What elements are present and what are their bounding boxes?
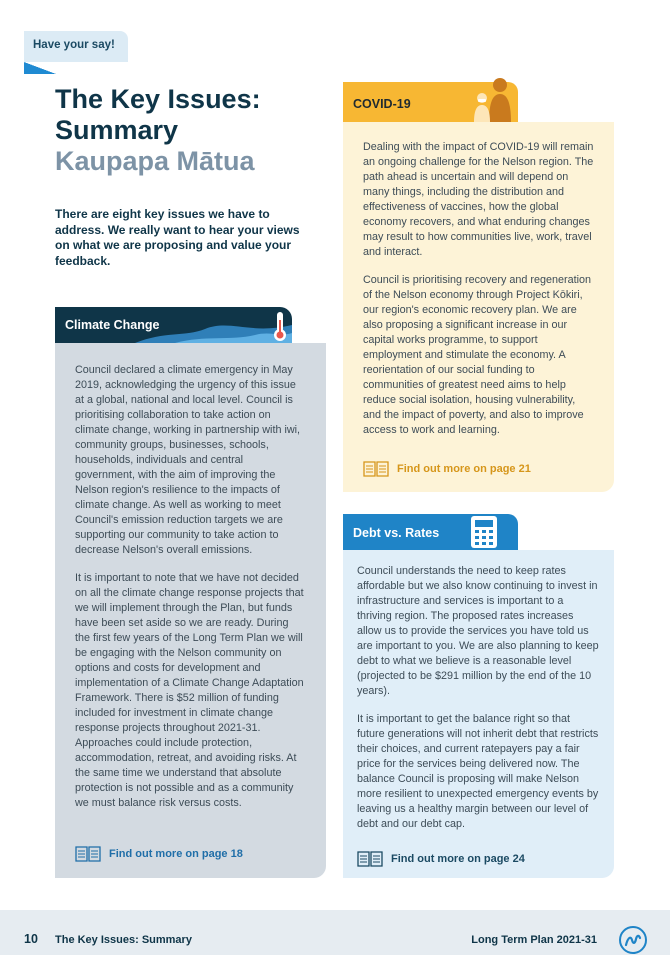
family-icon bbox=[469, 76, 517, 122]
debt-paragraph-1: Council understands the need to keep rates affordable but we also know continuing to invest in infrastructure and services is important to a thriving region. The proposed rates increases allow us to provide the services you have told us are important to you. We are also planning to keep debt to what we believe is a reasonable level (projected to be $291 million by the end of the 10 years). bbox=[357, 565, 599, 697]
page-title bbox=[55, 84, 315, 177]
climate-paragraph-1: Council declared a climate emergency in May 2019, acknowledging the urgency of this issue at a global, national and local level. Council is prioritising collaboration to take action on climate change, working in partnership with iwi, community groups, businesses, schools, households, individuals and central government, with the aim of improving the Nelson region's resilience to the impacts of climate change. As well as working to meet Council's emission reduction targets we are supporting our community to take action to decrease Nelson's overall emissions. bbox=[75, 364, 301, 556]
climate-change-heading: Climate Change bbox=[65, 318, 160, 332]
covid-heading: COVID-19 bbox=[353, 97, 411, 111]
covid-header bbox=[343, 82, 518, 122]
council-logo-icon bbox=[618, 925, 648, 955]
maori-title: Kaupapa Mātua bbox=[55, 146, 255, 176]
covid-paragraph-2: Council is prioritising recovery and regeneration of the Nelson economy through Project Kōkiri, our region's economic recovery plan. We are also proposing a significant increase in our capital works programme, to support employment and stimulate the economy. A reorientation of our social funding to communities of greatest need aims to help reduce social isolation, housing vulnerability, and the impact of poverty, and also to improve access to work and learning. bbox=[363, 274, 592, 436]
calculator-icon bbox=[469, 515, 499, 549]
covid-find-out-more-link[interactable] bbox=[363, 460, 531, 478]
have-your-say-label: Have your say! bbox=[33, 39, 115, 51]
debt-header bbox=[343, 514, 518, 550]
footer-document-title: Long Term Plan 2021-31 bbox=[471, 934, 597, 946]
debt-heading: Debt vs. Rates bbox=[353, 526, 440, 540]
tag-tail-decoration bbox=[24, 62, 56, 74]
thermometer-icon bbox=[272, 310, 288, 342]
footer-section-title: The Key Issues: Summary bbox=[55, 934, 192, 946]
debt-paragraph-2: It is important to get the balance right so that future generations will not inherit debt that restricts their choices, and current ratepayers pay a fair price for the services being delivered now. The balance Council is proposing will make Nelson more resilient to unexpected emergency events by leaving us a healthy margin between our level of debt and our debt cap. bbox=[357, 713, 599, 830]
intro-text: There are eight key issues we have to address. We really want to hear your views on what we are proposing and value your feedback. bbox=[55, 207, 300, 268]
debt-panel bbox=[343, 550, 614, 878]
open-book-icon bbox=[75, 845, 101, 863]
page-footer bbox=[0, 910, 670, 955]
covid-link-label: Find out more on page 21 bbox=[397, 463, 531, 475]
climate-link-label: Find out more on page 18 bbox=[109, 848, 243, 860]
climate-paragraph-2: It is important to note that we have not decided on all the climate change response projects that we will implement through the Plan, but funds have been set aside so we are ready. During the first few years of the Long Term Plan we will be engaging with the Nelson community on options and costs for development and implementation of a Climate Change Adaptation Framework. There is $52 million of funding included for investment in climate change response projects throughout 2021-31. Approaches could include protection, accommodation, retreat, and avoiding risks. At the same time we understand that absolute protection is not possible and as a community we must balance risk versus costs. bbox=[75, 572, 304, 809]
covid-paragraph-1: Dealing with the impact of COVID-19 will remain an ongoing challenge for the Nelson region. The path ahead is uncertain and will depend on many things, including the distribution and effectiveness of vaccines, how the global economy recovers, and what enduring changes may result to how communities live, work, travel and interact. bbox=[363, 141, 594, 258]
debt-link-label: Find out more on page 24 bbox=[391, 853, 525, 865]
climate-change-panel bbox=[55, 343, 326, 878]
title-line-2: Summary bbox=[55, 115, 179, 145]
debt-find-out-more-link[interactable] bbox=[357, 850, 525, 868]
open-book-icon bbox=[363, 460, 389, 478]
climate-find-out-more-link[interactable] bbox=[75, 845, 243, 863]
covid-panel bbox=[343, 122, 614, 492]
climate-change-header bbox=[55, 307, 292, 343]
have-your-say-tag bbox=[24, 31, 128, 62]
title-line-1: The Key Issues: bbox=[55, 84, 261, 114]
open-book-icon bbox=[357, 850, 383, 868]
page-number: 10 bbox=[24, 932, 38, 946]
